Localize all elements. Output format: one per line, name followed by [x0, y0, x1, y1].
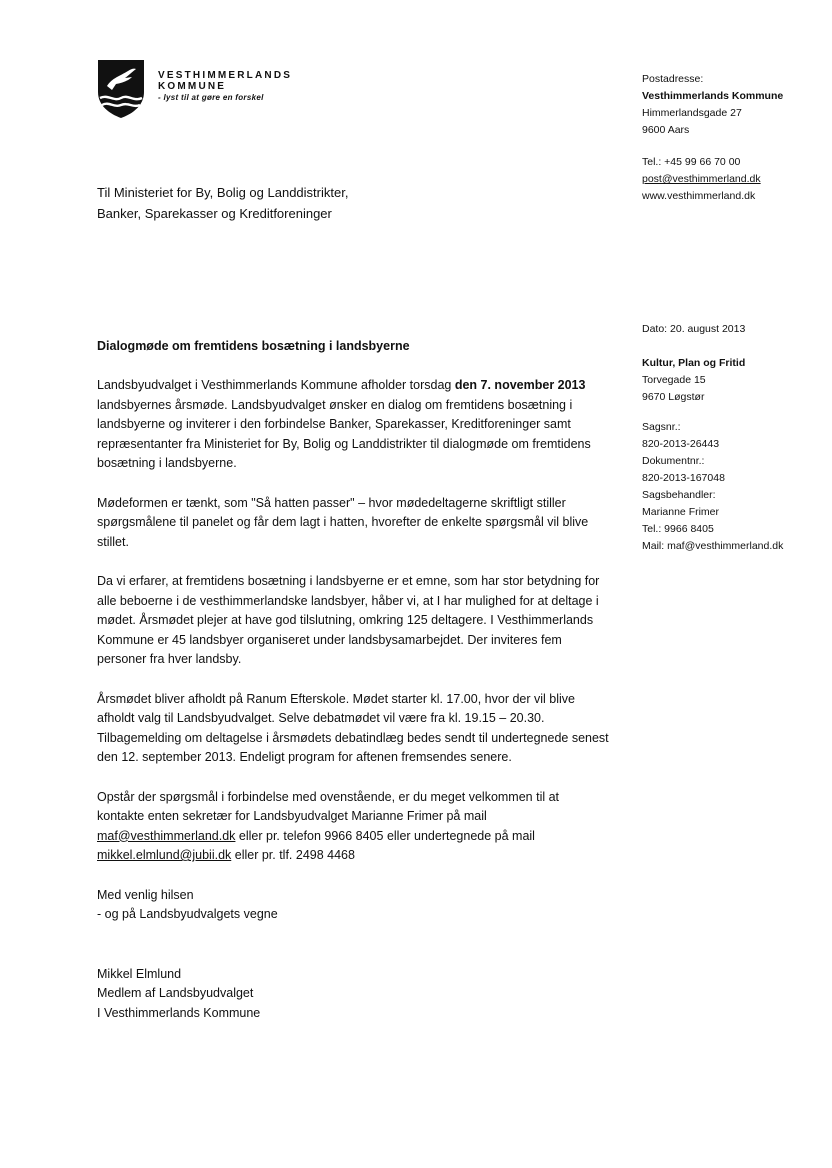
closing — [97, 886, 609, 925]
paragraph-4: Årsmødet bliver afholdt på Ranum Efterskole. Mødet starter kl. 17.00, hvor der vil blive afholdt valg til Landsbyudvalget. Selve debatmødet vil være fra kl. 19.15 – 20.30. Tilbagemelding om deltagelse i årsmødets debatindlæg bedes sendt til undertegnede senest den 12. september 2013. Endeligt program for aftenen fremsendes senere. — [97, 691, 609, 764]
signature — [97, 965, 609, 1024]
letter-body — [97, 376, 609, 1023]
letter-meta — [642, 321, 822, 555]
letter-subject: Dialogmøde om fremtidens bosætning i landsbyerne — [97, 339, 410, 353]
paragraph-2: Mødeformen er tænkt, som "Så hatten passer" – hvor mødedeltagerne skriftligt stiller spørgsmålene til panelet og får dem lagt i hatten, hvorefter de enkelte spørgsmål vil blive stillet. — [97, 495, 589, 549]
handler-phone: Tel.: 9966 8405 — [642, 523, 714, 535]
letter-date: Dato: 20. august 2013 — [642, 323, 746, 335]
recipient-line1: Til Ministeriet for By, Bolig og Landdistrikter, — [97, 185, 349, 200]
sender-address — [642, 71, 822, 205]
signer-org: I Vesthimmerlands Kommune — [97, 1005, 261, 1020]
signer-name: Mikkel Elmlund — [97, 966, 182, 981]
paragraph-5: Opstår der spørgsmål i forbindelse med ovenstående, er du meget velkommen til at kontakte enten sekretær for Landsbyudvalget Marianne Frimer på mail maf@vesthimmerland.dk eller pr. telefon 9966 8405 eller undertegnede på mail mikkel.elmlund@jubii.dk eller pr. tlf. 2498 4468 — [97, 789, 560, 862]
recipient-block — [97, 182, 348, 224]
department-name: Kultur, Plan og Fritid — [642, 357, 746, 369]
case-number: 820-2013-26443 — [642, 438, 720, 450]
sender-web-link[interactable]: www.vesthimmerland.dk — [642, 190, 756, 202]
address-label: Postadresse: — [642, 73, 704, 85]
doc-number: 820-2013-167048 — [642, 472, 725, 484]
department-street: Torvegade 15 — [642, 374, 706, 386]
sender-email-link[interactable]: post@vesthimmerland.dk — [642, 173, 761, 185]
brand-block — [158, 70, 292, 104]
paragraph-3: Da vi erfarer, at fremtidens bosætning i landsbyerne er et emne, som har stor betydning for alle beboerne i de vesthimmerlandske landsbyer, håber vi, at I har mulighed for at deltage i mødet. Årsmødet plejer at have god tilslutning, omkring 125 deltagere. I Vesthimmerlands Kommune er 45 landsbyer organiseret under landsbysamarbejdet. Der inviteres fem personer fra hver landsby. — [97, 574, 600, 666]
brand-name: VESTHIMMERLANDS — [158, 70, 293, 81]
secretary-email-link[interactable]: maf@vesthimmerland.dk — [97, 828, 236, 843]
handler-name: Marianne Frimer — [642, 506, 720, 518]
paragraph-1: Landsbyudvalget i Vesthimmerlands Kommune afholder torsdag den 7. november 2013 landsbyernes årsmøde. Landsbyudvalget ønsker en dialog om fremtidens bosætning i landsbyerne og inviterer i den forbindelse Banker, Sparekasser, Kreditforeninger samt repræsentanter fra Ministeriet for By, Bolig og Landdistrikter til dialogmøde om fremtidens bosætning i landsbyerne. — [97, 378, 591, 470]
brand-slogan: - lyst til at gøre en forskel — [158, 93, 264, 102]
case-label: Sagsnr.: — [642, 421, 681, 433]
handler-label: Sagsbehandler: — [642, 489, 716, 501]
sender-street: Himmerlandsgade 27 — [642, 107, 742, 119]
department-city: 9670 Løgstør — [642, 391, 705, 403]
signer-title: Medlem af Landsbyudvalget — [97, 986, 254, 1000]
sender-org: Vesthimmerlands Kommune — [642, 90, 784, 102]
closing-line1: Med venlig hilsen — [97, 887, 194, 902]
handler-mail: Mail: maf@vesthimmerland.dk — [642, 540, 784, 552]
brand-name-line2: KOMMUNE — [158, 81, 227, 92]
municipality-logo-icon — [98, 60, 144, 118]
recipient-line2: Banker, Sparekasser og Kreditforeninger — [97, 206, 332, 221]
sender-phone: Tel.: +45 99 66 70 00 — [642, 156, 741, 168]
closing-line2: - og på Landsbyudvalgets vegne — [97, 907, 278, 921]
signer-email-link[interactable]: mikkel.elmlund@jubii.dk — [97, 848, 232, 862]
doc-label: Dokumentnr.: — [642, 455, 705, 467]
sender-city: 9600 Aars — [642, 124, 690, 136]
meeting-date: den 7. november 2013 — [454, 378, 586, 392]
